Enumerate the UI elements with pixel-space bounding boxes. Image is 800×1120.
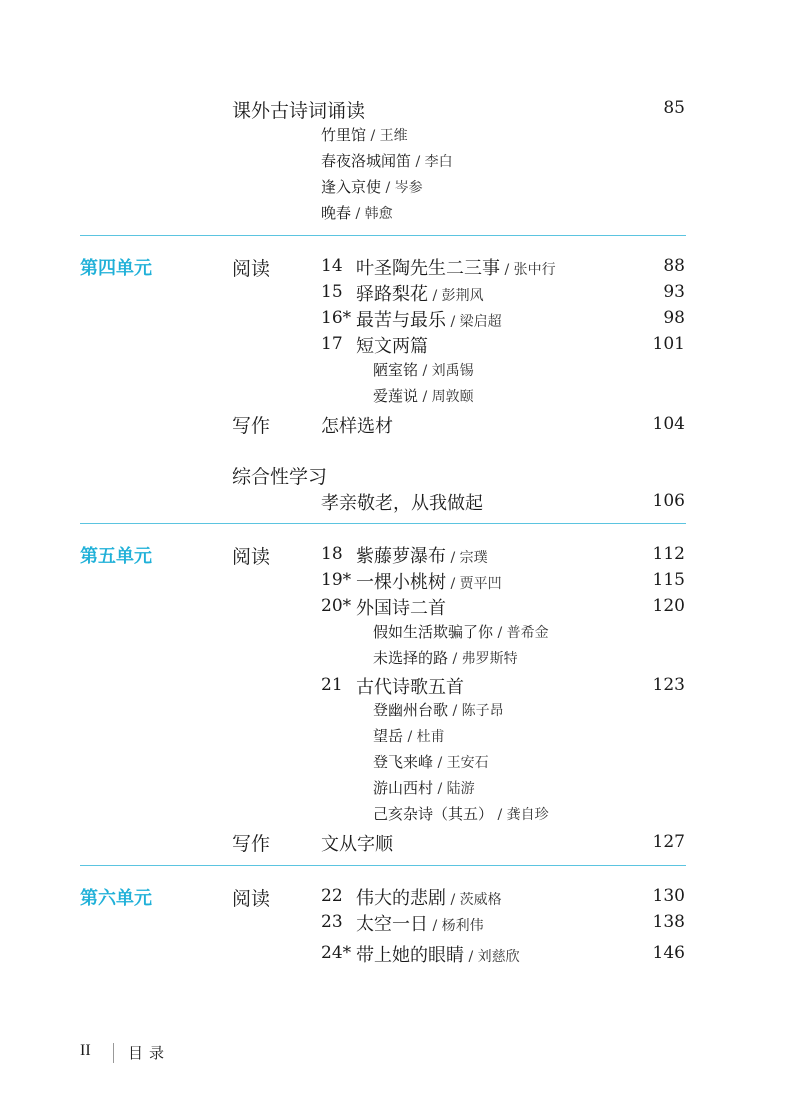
sub-lesson-title: 望岳 (373, 727, 404, 745)
writing-title[interactable]: 文从字顺 (321, 834, 393, 855)
sub-lesson-title: 假如生活欺骗了你 (373, 623, 494, 641)
unit-label: 第四单元 (80, 258, 152, 279)
sub-lesson-title: 爱莲说 (373, 387, 419, 405)
category-label-reading: 阅读 (232, 888, 271, 910)
poem-item[interactable] (321, 202, 393, 223)
lesson-title[interactable]: 古代诗歌五首 (356, 677, 464, 698)
lesson-number: 19* (321, 570, 352, 590)
lesson-item[interactable] (356, 280, 484, 306)
poem-author: / 韩愈 (351, 206, 393, 222)
lesson-title: 最苦与最乐 (356, 310, 446, 331)
poem-title: 逢入京使 (321, 178, 382, 196)
sub-lesson-title: 游山西村 (373, 779, 434, 797)
lesson-item[interactable] (356, 941, 520, 967)
sub-lesson-author: / 周敦颐 (418, 389, 474, 405)
lesson-author: / 茨威格 (446, 892, 502, 908)
lesson-title: 短文两篇 (356, 336, 428, 357)
sub-lesson-item[interactable] (373, 751, 489, 772)
lesson-number: 17 (321, 334, 343, 354)
category-label-reading: 阅读 (232, 546, 271, 568)
lesson-number: 15 (321, 282, 343, 302)
sub-lesson-author: / 陆游 (433, 781, 475, 797)
poem-title: 竹里馆 (321, 126, 367, 144)
lesson-title: 伟大的悲剧 (356, 888, 446, 909)
poem-item[interactable] (321, 176, 423, 197)
sub-lesson-title: 登飞来峰 (373, 753, 434, 771)
lesson-item[interactable] (356, 884, 502, 910)
page-number: 104 (652, 414, 685, 434)
page-number: 112 (652, 544, 685, 564)
sub-lesson-title: 未选择的路 (373, 649, 449, 667)
page-number: 123 (652, 675, 685, 695)
page-number: 120 (652, 596, 685, 616)
lesson-title: 带上她的眼睛 (356, 945, 464, 966)
sub-lesson-author: / 刘禹锡 (418, 363, 474, 379)
footer-divider (113, 1043, 114, 1063)
page-number: 130 (652, 886, 685, 906)
sub-lesson-author: / 王安石 (433, 755, 489, 771)
page-number: 138 (652, 912, 685, 932)
lesson-title: 驿路梨花 (356, 284, 428, 305)
lesson-number: 16* (321, 308, 352, 328)
page-number: 88 (663, 256, 685, 276)
section-divider (80, 523, 686, 524)
poem-author: / 王维 (366, 128, 408, 144)
lesson-item[interactable] (356, 306, 502, 332)
lesson-title: 外国诗二首 (356, 598, 446, 619)
comprehensive-title[interactable]: 孝亲敬老，从我做起 (321, 493, 483, 514)
footer-page-number: II (80, 1042, 91, 1059)
poem-title: 春夜洛城闻笛 (321, 152, 412, 170)
sub-lesson-author: / 普希金 (493, 625, 549, 641)
sub-lesson-item[interactable] (373, 725, 445, 746)
sub-lesson-item[interactable] (373, 385, 474, 406)
lesson-number: 21 (321, 675, 343, 695)
lesson-title: 叶圣陶先生二三事 (356, 258, 500, 279)
lesson-author: / 彭荆风 (428, 288, 484, 304)
unit-label: 第五单元 (80, 546, 152, 567)
section-divider (80, 235, 686, 236)
sub-lesson-item[interactable] (373, 621, 549, 642)
lesson-number: 22 (321, 886, 343, 906)
lesson-title: 紫藤萝瀑布 (356, 546, 446, 567)
sub-lesson-item[interactable] (373, 699, 504, 720)
lesson-author: / 梁启超 (446, 314, 502, 330)
sub-lesson-item[interactable] (373, 803, 549, 824)
lesson-author: / 贾平凹 (446, 576, 502, 592)
sub-lesson-item[interactable] (373, 777, 475, 798)
category-label-writing: 写作 (232, 415, 271, 437)
section-title-extra: 课外古诗词诵读 (232, 100, 366, 122)
category-label-comprehensive: 综合性学习 (232, 466, 328, 488)
page-number: 98 (663, 308, 685, 328)
sub-lesson-author: / 龚自珍 (493, 807, 549, 823)
lesson-title: 太空一日 (356, 914, 428, 935)
page-number: 93 (663, 282, 685, 302)
sub-lesson-author: / 杜甫 (403, 729, 445, 745)
page-number: 85 (663, 98, 685, 118)
poem-title: 晚春 (321, 204, 352, 222)
footer-section-title: 目录 (128, 1044, 171, 1062)
poem-author: / 李白 (411, 154, 453, 170)
category-label-reading: 阅读 (232, 258, 271, 280)
section-divider (80, 865, 686, 866)
sub-lesson-title: 陋室铭 (373, 361, 419, 379)
sub-lesson-author: / 陈子昂 (448, 703, 504, 719)
lesson-author: / 宗璞 (446, 550, 488, 566)
unit-label: 第六单元 (80, 888, 152, 909)
page-number: 146 (652, 943, 685, 963)
page-number: 106 (652, 491, 685, 511)
lesson-author: / 张中行 (500, 262, 556, 278)
lesson-number: 20* (321, 596, 352, 616)
lesson-item[interactable] (356, 568, 502, 594)
poem-author: / 岑参 (381, 180, 423, 196)
poem-item[interactable] (321, 124, 408, 145)
lesson-item[interactable] (356, 332, 428, 358)
lesson-item[interactable] (356, 910, 484, 936)
page-number: 127 (652, 832, 685, 852)
sub-lesson-title: 登幽州台歌 (373, 701, 449, 719)
lesson-number: 18 (321, 544, 343, 564)
lesson-item[interactable] (356, 594, 446, 620)
lesson-number: 23 (321, 912, 343, 932)
sub-lesson-item[interactable] (373, 647, 518, 668)
sub-lesson-item[interactable] (373, 359, 474, 380)
sub-lesson-author: / 弗罗斯特 (448, 651, 518, 667)
lesson-title: 一棵小桃树 (356, 572, 446, 593)
category-label-writing: 写作 (232, 833, 271, 855)
page-number: 101 (652, 334, 685, 354)
lesson-item[interactable] (356, 254, 556, 280)
page-number: 115 (652, 570, 685, 590)
lesson-number: 24* (321, 943, 352, 963)
lesson-item[interactable] (356, 542, 488, 568)
lesson-number: 14 (321, 256, 343, 276)
writing-title[interactable]: 怎样选材 (321, 416, 393, 437)
lesson-author: / 刘慈欣 (464, 949, 520, 965)
poem-item[interactable] (321, 150, 453, 171)
sub-lesson-title: 己亥杂诗（其五） (373, 805, 494, 823)
lesson-author: / 杨利伟 (428, 918, 484, 934)
